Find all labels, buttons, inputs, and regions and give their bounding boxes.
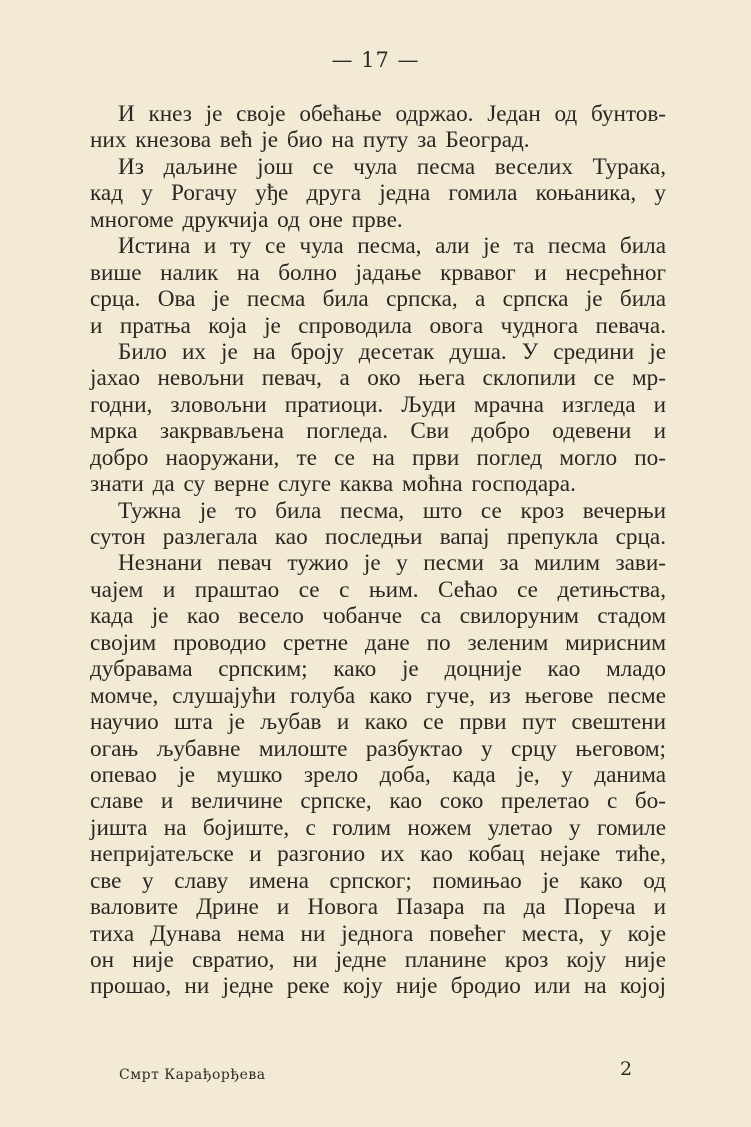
text-line: Тужна је то била песма, што се кроз вечерњи: [118, 497, 666, 524]
text-line: Незнани певач тужио је у песми за милим зави-: [118, 550, 666, 577]
footer-book-title: Смрт Карађорђева: [119, 1067, 266, 1083]
text-line: них кнезова већ је био на путу за Београд.: [90, 127, 530, 154]
text-line: прошао, ни једне реке коју није бродио или на којој: [90, 973, 666, 1000]
text-line: огањ љубавне милоште разбуктао у срцу његовом;: [90, 735, 666, 762]
text-line: годни, зловољни пратиоци. Људи мрачна изгледа и: [90, 391, 666, 418]
text-line: Било их је на броју десетак душа. У средини је: [118, 338, 666, 365]
text-line: научио шта је љубав и како се први пут свештени: [90, 709, 666, 736]
text-line: знати да су верне слуге каква моћна господара.: [90, 471, 576, 498]
text-line: сутон разлегала као последњи вапај препукла срца.: [90, 524, 666, 550]
text-line: све у славу имена српског; помињао је како од: [90, 867, 666, 894]
text-line: Истина и ту се чула песма, али је та песма била: [118, 233, 666, 260]
text-line: мрка закрвављена погледа. Сви добро одевени и: [90, 418, 666, 445]
text-line: и пратња која је спроводила овога чуднога певача.: [90, 312, 666, 339]
page-number: — 17 —: [331, 48, 420, 72]
text-line: својим проводио сретне дане по зеленим мирисним: [90, 629, 666, 656]
body-text: [90, 101, 666, 1000]
text-line: кад у Рогачу уђе друга једна гомила коњаника, у: [90, 180, 666, 207]
text-line: јишта на бојиште, с голим ножем улетао у гомиле: [90, 814, 666, 841]
text-line: тиха Дунава нема ни једнога повећег места, у које: [90, 920, 666, 947]
text-line: добро наоружани, те се на први поглед могло по-: [90, 444, 666, 471]
text-line: славе и величине српске, као соко прелетао с бо-: [90, 788, 666, 815]
text-line: срца. Ова је песма била српска, а српска је била: [90, 286, 666, 313]
text-line: јахао невољни певач, а око њега склопили се мр-: [90, 365, 666, 392]
text-line: када је као весело чобанче са свилоруним стадом: [90, 603, 666, 630]
text-line: чајем и праштао се с њим. Сећао се детињства,: [90, 576, 666, 603]
text-line: дубравама српским; како је доцније као младо: [90, 656, 666, 683]
signature-mark: 2: [620, 1058, 633, 1080]
text-line: он није свратио, ни једне планине кроз коју није: [90, 947, 666, 973]
text-line: момче, слушајући голуба како гуче, из његове песме: [90, 682, 666, 709]
text-line: више налик на болно јадање крвавог и несрећног: [90, 259, 666, 286]
text-line: валовите Дрине и Новога Пазара па да Пореча и: [90, 894, 666, 921]
text-line: непријатељске и разгонио их као кобац нејаке тиће,: [90, 841, 666, 868]
text-line: И кнез је своје обећање одржао. Један од бунтов-: [118, 101, 666, 127]
text-line: многоме друкчија од оне прве.: [90, 206, 403, 233]
text-line: Из даљине још се чула песма веселих Турака,: [118, 153, 666, 180]
text-line: опевао је мушко зрело доба, када је, у данима: [90, 761, 666, 788]
